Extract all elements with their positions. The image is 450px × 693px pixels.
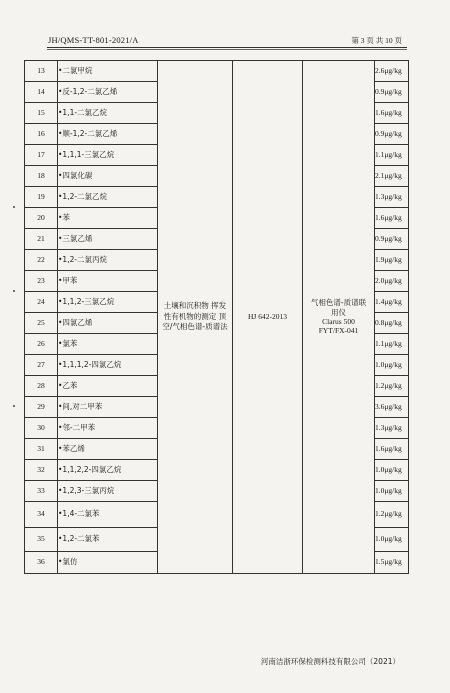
row-number: 31 bbox=[25, 439, 58, 460]
detection-limit: 0.9μg/kg bbox=[375, 229, 409, 250]
analyte-name: •1,2-二氯丙烷 bbox=[58, 250, 158, 271]
header-rule bbox=[47, 47, 407, 48]
method-standard: HJ 642-2013 bbox=[233, 61, 303, 574]
row-number: 16 bbox=[25, 124, 58, 145]
scan-speck bbox=[13, 206, 15, 208]
detection-limit: 0.9μg/kg bbox=[375, 124, 409, 145]
analyte-name: •1,1-二氯乙烷 bbox=[58, 103, 158, 124]
analyte-name: •甲苯 bbox=[58, 271, 158, 292]
detection-limit: 3.6μg/kg bbox=[375, 397, 409, 418]
detection-limit: 1.2μg/kg bbox=[375, 376, 409, 397]
detection-limit: 1.0μg/kg bbox=[375, 460, 409, 481]
scan-speck bbox=[13, 405, 15, 407]
table-body bbox=[25, 61, 409, 574]
row-number: 24 bbox=[25, 292, 58, 313]
analyte-name: •三氯乙烯 bbox=[58, 229, 158, 250]
instrument-text bbox=[311, 298, 366, 336]
analyte-name: •间,对二甲苯 bbox=[58, 397, 158, 418]
row-number: 26 bbox=[25, 334, 58, 355]
analyte-name: •1,1,2,2-四氯乙烷 bbox=[58, 460, 158, 481]
row-number: 22 bbox=[25, 250, 58, 271]
header-rule-thin bbox=[47, 49, 407, 50]
analyte-name: •1,1,2-三氯乙烷 bbox=[58, 292, 158, 313]
row-number: 29 bbox=[25, 397, 58, 418]
analyte-name: •1,1,1,2-四氯乙烷 bbox=[58, 355, 158, 376]
table-row bbox=[25, 61, 409, 82]
instrument-line: FYT/FX-041 bbox=[318, 326, 359, 336]
method-category-line: 空/气相色谱-质谱法 bbox=[162, 322, 228, 332]
instrument-line: 用仪 bbox=[331, 307, 346, 317]
detection-limit: 0.8μg/kg bbox=[375, 313, 409, 334]
row-number: 28 bbox=[25, 376, 58, 397]
analyte-name: •乙苯 bbox=[58, 376, 158, 397]
row-number: 21 bbox=[25, 229, 58, 250]
detection-limit: 0.9μg/kg bbox=[375, 82, 409, 103]
analyte-name: •1,2,3-三氯丙烷 bbox=[58, 481, 158, 502]
row-number: 19 bbox=[25, 187, 58, 208]
company-footer: 河南洁浙环保检测科技有限公司（2021） bbox=[260, 657, 400, 666]
analyte-name: •四氯乙烯 bbox=[58, 313, 158, 334]
analyte-name: •氯苯 bbox=[58, 334, 158, 355]
row-number: 18 bbox=[25, 166, 58, 187]
row-number: 35 bbox=[25, 528, 58, 552]
instrument-line: Clarus 500 bbox=[322, 316, 355, 326]
detection-limit: 1.1μg/kg bbox=[375, 334, 409, 355]
detection-limit: 1.3μg/kg bbox=[375, 187, 409, 208]
analyte-name: •二氯甲烷 bbox=[58, 61, 158, 82]
analyte-name: •顺-1,2-二氯乙烯 bbox=[58, 124, 158, 145]
method-category bbox=[158, 61, 233, 574]
row-number: 33 bbox=[25, 481, 58, 502]
detection-limit: 1.6μg/kg bbox=[375, 103, 409, 124]
analyte-name: •四氯化碳 bbox=[58, 166, 158, 187]
analyte-name: •1,1,1-三氯乙烷 bbox=[58, 145, 158, 166]
row-number: 15 bbox=[25, 103, 58, 124]
detection-limit: 1.6μg/kg bbox=[375, 439, 409, 460]
row-number: 13 bbox=[25, 61, 58, 82]
row-number: 17 bbox=[25, 145, 58, 166]
detection-limit: 1.5μg/kg bbox=[375, 552, 409, 574]
row-number: 23 bbox=[25, 271, 58, 292]
analyte-name: •苯乙烯 bbox=[58, 439, 158, 460]
row-number: 36 bbox=[25, 552, 58, 574]
analyte-name: •苯 bbox=[58, 208, 158, 229]
detection-limit: 1.0μg/kg bbox=[375, 528, 409, 552]
analyte-name: •1,2-二氯乙烷 bbox=[58, 187, 158, 208]
detection-limit: 2.6μg/kg bbox=[375, 61, 409, 82]
row-number: 25 bbox=[25, 313, 58, 334]
detection-limit: 1.1μg/kg bbox=[375, 145, 409, 166]
detection-limit: 1.0μg/kg bbox=[375, 355, 409, 376]
method-category-line: 性有机物的测定 顶 bbox=[163, 311, 227, 321]
analyte-name: •反-1,2-二氯乙烯 bbox=[58, 82, 158, 103]
method-category-line: 土壤和沉积物 挥发 bbox=[163, 300, 227, 310]
instrument bbox=[303, 61, 375, 574]
page-number: 第 3 页 共 10 页 bbox=[351, 36, 402, 45]
detection-limit: 2.1μg/kg bbox=[375, 166, 409, 187]
row-number: 34 bbox=[25, 502, 58, 528]
row-number: 32 bbox=[25, 460, 58, 481]
row-number: 27 bbox=[25, 355, 58, 376]
detection-limit: 2.0μg/kg bbox=[375, 271, 409, 292]
analyte-name: •1,2-二氯苯 bbox=[58, 528, 158, 552]
row-number: 14 bbox=[25, 82, 58, 103]
detection-limit: 1.6μg/kg bbox=[375, 208, 409, 229]
detection-limit: 1.9μg/kg bbox=[375, 250, 409, 271]
scan-speck bbox=[13, 290, 15, 292]
instrument-line: 气相色谱-质谱联 bbox=[310, 298, 367, 308]
detection-limit: 1.0μg/kg bbox=[375, 481, 409, 502]
analyte-name: •邻-二甲苯 bbox=[58, 418, 158, 439]
detection-limit: 1.4μg/kg bbox=[375, 292, 409, 313]
analyte-name: •1,4-二氯苯 bbox=[58, 502, 158, 528]
row-number: 20 bbox=[25, 208, 58, 229]
detection-limit: 1.3μg/kg bbox=[375, 418, 409, 439]
detection-limit: 1.2μg/kg bbox=[375, 502, 409, 528]
analyte-name: •氯仿 bbox=[58, 552, 158, 574]
row-number: 30 bbox=[25, 418, 58, 439]
method-category-text bbox=[162, 301, 227, 334]
detection-limit-table bbox=[24, 60, 409, 574]
document-code: JH/QMS-TT-801-2021/A bbox=[48, 35, 139, 45]
